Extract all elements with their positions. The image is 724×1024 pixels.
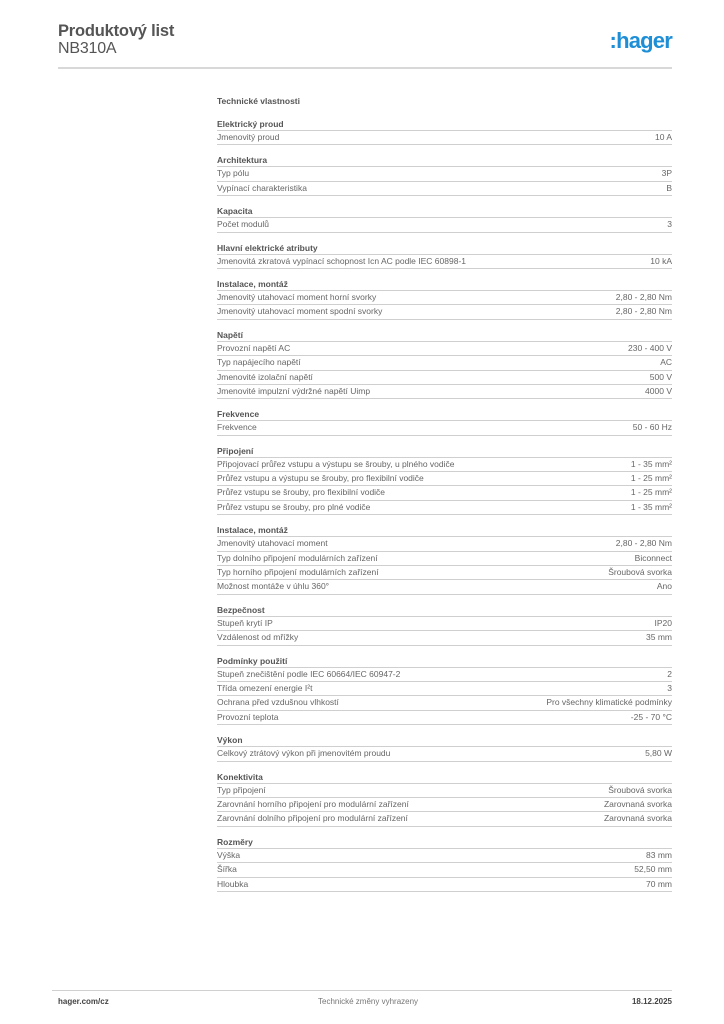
spec-label: Jmenovitý utahovací moment [217, 538, 328, 549]
spec-row [217, 878, 672, 892]
spec-label: Hloubka [217, 878, 249, 889]
section-heading: Technické vlastnosti [217, 96, 300, 106]
spec-label: Typ dolního připojení modulárních zařízení [217, 552, 378, 563]
spec-value: 10 A [654, 132, 672, 142]
document-title: Produktový list [58, 22, 175, 40]
spec-label: Vzdálenost od mřížky [217, 632, 299, 643]
spec-value: Biconnect [634, 552, 672, 563]
spec-value: 52,50 mm [634, 864, 672, 875]
spec-row [217, 747, 672, 761]
spec-section [217, 655, 672, 726]
spec-label: Průřez vstupu a výstupu se šrouby, pro flexibilní vodiče [217, 473, 424, 484]
spec-row [217, 668, 672, 682]
spec-value: 3 [667, 682, 672, 693]
spec-label: Provozní napětí AC [217, 342, 291, 353]
spec-value: 230 - 400 V [628, 342, 672, 353]
spec-row [217, 631, 672, 645]
spec-section [217, 524, 672, 595]
spec-row [217, 784, 672, 798]
spec-value: 3P [661, 168, 672, 179]
technical-properties [217, 94, 672, 901]
spec-label: Zarovnání dolního připojení pro modulární zařízení [217, 813, 408, 824]
spec-label: Typ pólu [217, 168, 250, 179]
spec-row [217, 182, 672, 196]
spec-value: 1 - 25 mm² [630, 473, 672, 484]
spec-value: 1 - 25 mm² [630, 487, 672, 498]
spec-value: 50 - 60 Hz [632, 422, 672, 433]
spec-label: Zarovnání horního připojení pro modulární zařízení [217, 798, 409, 809]
spec-section [217, 154, 672, 196]
spec-value: 2 [667, 668, 672, 679]
section-title: Frekvence [217, 408, 672, 421]
hager-logo [610, 28, 672, 54]
spec-row [217, 167, 672, 181]
spec-value: 5,80 W [645, 748, 672, 759]
spec-value: 2,80 - 2,80 Nm [615, 291, 672, 302]
spec-value: 4000 V [645, 385, 672, 396]
spec-row [217, 385, 672, 399]
spec-value: Zarovnaná svorka [603, 798, 672, 809]
spec-row [217, 371, 672, 385]
spec-value: Pro všechny klimatické podmínky [546, 697, 672, 708]
spec-value: 2,80 - 2,80 Nm [615, 538, 672, 549]
spec-row [217, 711, 672, 725]
spec-row [217, 458, 672, 472]
spec-section [217, 836, 672, 892]
spec-label: Celkový ztrátový výkon při jmenovitém proudu [217, 748, 391, 759]
spec-value: 2,80 - 2,80 Nm [615, 306, 672, 317]
section-title: Připojení [217, 445, 672, 458]
logo-colon-icon: : [609, 28, 617, 53]
website-link[interactable]: hager.com/cz [58, 997, 109, 1006]
spec-section [217, 205, 672, 232]
spec-row [217, 501, 672, 515]
spec-section [217, 408, 672, 435]
spec-sections [217, 118, 672, 892]
spec-value: Šroubová svorka [608, 784, 672, 795]
spec-row [217, 421, 672, 435]
spec-label: Frekvence [217, 422, 257, 433]
spec-label: Průřez vstupu se šrouby, pro flexibilní vodiče [217, 487, 386, 498]
spec-value: Šroubová svorka [608, 567, 672, 578]
section-title: Výkon [217, 734, 672, 747]
spec-row [217, 356, 672, 370]
spec-section [217, 118, 672, 145]
section-title: Podmínky použití [217, 655, 672, 668]
spec-value: 1 - 35 mm² [630, 501, 672, 512]
section-title: Bezpečnost [217, 604, 672, 617]
header-divider [58, 67, 672, 69]
disclaimer-text: Technické změny vyhrazeny [318, 997, 419, 1006]
section-title: Hlavní elektrické atributy [217, 242, 672, 255]
spec-value: 35 mm [646, 632, 672, 643]
spec-row [217, 798, 672, 812]
spec-value: B [666, 182, 672, 193]
spec-row [217, 486, 672, 500]
spec-label: Typ horního připojení modulárních zařízení [217, 567, 379, 578]
spec-label: Jmenovitý utahovací moment spodní svorky [217, 306, 383, 317]
spec-value: Ano [656, 581, 672, 592]
section-title: Konektivita [217, 771, 672, 784]
spec-row [217, 849, 672, 863]
spec-value: 3 [667, 219, 672, 230]
spec-value: 10 kA [650, 255, 672, 266]
spec-value: -25 - 70 °C [630, 711, 672, 722]
spec-label: Provozní teplota [217, 711, 279, 722]
spec-label: Šířka [217, 864, 237, 875]
spec-value: 70 mm [646, 878, 672, 889]
spec-value: AC [660, 357, 672, 368]
document-date: 18.12.2025 [631, 997, 672, 1006]
spec-value: 500 V [649, 371, 672, 382]
spec-row [217, 472, 672, 486]
spec-row [217, 812, 672, 826]
spec-section [217, 242, 672, 269]
spec-section [217, 278, 672, 320]
spec-row [217, 552, 672, 566]
spec-row [217, 617, 672, 631]
spec-row [217, 291, 672, 305]
spec-section [217, 329, 672, 400]
spec-section [217, 604, 672, 646]
section-title: Napětí [217, 329, 672, 342]
spec-row [217, 305, 672, 319]
spec-label: Jmenovitý utahovací moment horní svorky [217, 291, 377, 302]
spec-row [217, 580, 672, 594]
spec-row [217, 696, 672, 710]
spec-row [217, 342, 672, 356]
spec-label: Jmenovité impulzní výdržné napětí Uimp [217, 385, 371, 396]
spec-label: Jmenovité izolační napětí [217, 371, 313, 382]
spec-row [217, 218, 672, 232]
spec-row [217, 537, 672, 551]
page-footer [58, 997, 672, 1011]
spec-value: IP20 [654, 617, 672, 628]
spec-row [217, 863, 672, 877]
page-header [58, 20, 672, 68]
spec-row [217, 131, 672, 145]
spec-label: Typ připojení [217, 784, 266, 795]
footer-divider [52, 990, 672, 991]
spec-row [217, 682, 672, 696]
spec-section [217, 771, 672, 827]
section-title: Instalace, montáž [217, 278, 672, 291]
spec-label: Jmenovitá zkratová vypínací schopnost Icn AC podle IEC 60898-1 [217, 255, 466, 266]
spec-label: Stupeň znečištění podle IEC 60664/IEC 60947-2 [217, 668, 401, 679]
spec-label: Vypínací charakteristika [217, 182, 307, 193]
spec-label: Typ napájecího napětí [217, 357, 301, 368]
spec-row [217, 255, 672, 269]
spec-label: Výška [217, 849, 241, 860]
section-title: Kapacita [217, 205, 672, 218]
spec-value: Zarovnaná svorka [603, 813, 672, 824]
logo-text: hager [616, 28, 672, 53]
spec-label: Třída omezení energie I²t [217, 682, 313, 693]
spec-section [217, 445, 672, 516]
spec-label: Počet modulů [217, 219, 269, 230]
spec-section [217, 734, 672, 761]
spec-label: Stupeň krytí IP [217, 617, 273, 628]
section-title: Instalace, montáž [217, 524, 672, 537]
section-title: Architektura [217, 154, 672, 167]
spec-row [217, 566, 672, 580]
section-title: Elektrický proud [217, 118, 672, 131]
spec-label: Připojovací průřez vstupu a výstupu se šrouby, u plného vodiče [217, 458, 455, 469]
spec-label: Možnost montáže v úhlu 360° [217, 581, 330, 592]
section-title: Rozměry [217, 836, 672, 849]
spec-value: 1 - 35 mm² [630, 458, 672, 469]
spec-label: Ochrana před vzdušnou vlhkostí [217, 697, 339, 708]
spec-label: Průřez vstupu se šrouby, pro plné vodiče [217, 501, 371, 512]
product-code: NB310A [58, 40, 117, 57]
spec-value: 83 mm [646, 849, 672, 860]
spec-label: Jmenovitý proud [217, 132, 280, 142]
